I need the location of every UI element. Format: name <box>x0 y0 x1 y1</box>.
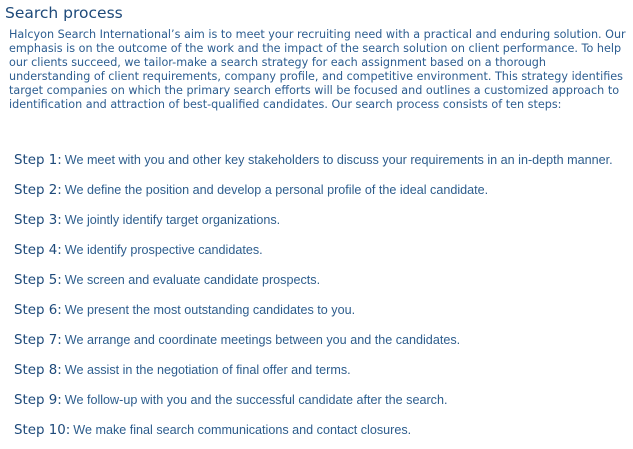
step-text: We arrange and coordinate meetings between you and the candidates. <box>64 333 461 347</box>
step-item-2 <box>14 179 613 209</box>
step-text: We identify prospective candidates. <box>64 243 263 257</box>
intro-paragraph: Halcyon Search International’s aim is to meet your recruiting need with a practical and enduring solution. Our emphasis is on the outcome of the work and the impact of the search solution on client performance. To help our clients succeed, we tailor-make a search strategy for each assignment based on a thorough understanding of client requirements, company profile, and competitive environment. This strategy identifies target companies on which the primary search efforts will be focused and outlines a customized approach to identification and attraction of best-qualified candidates. Our search process consists of ten steps: <box>9 28 626 111</box>
step-item-4 <box>14 239 613 269</box>
step-item-8 <box>14 359 613 389</box>
step-label: Step 9: <box>14 393 62 408</box>
step-text: We present the most outstanding candidates to you. <box>64 303 356 317</box>
step-text: We screen and evaluate candidate prospects. <box>64 273 321 287</box>
step-text: We meet with you and other key stakeholders to discuss your requirements in an in-depth manner. <box>64 153 613 167</box>
step-item-7 <box>14 329 613 359</box>
step-label: Step 10: <box>14 423 71 438</box>
step-item-9 <box>14 389 613 419</box>
step-text: We assist in the negotiation of final offer and terms. <box>64 363 351 377</box>
step-item-3 <box>14 209 613 239</box>
step-text: We follow-up with you and the successful candidate after the search. <box>64 393 448 407</box>
page-title: Search process <box>5 4 123 22</box>
step-label: Step 6: <box>14 303 62 318</box>
step-label: Step 8: <box>14 363 62 378</box>
step-label: Step 1: <box>14 153 62 168</box>
step-item-1 <box>14 149 613 179</box>
step-label: Step 3: <box>14 213 62 228</box>
step-item-10 <box>14 419 613 449</box>
step-text: We make final search communications and contact closures. <box>73 423 412 437</box>
step-text: We define the position and develop a personal profile of the ideal candidate. <box>64 183 489 197</box>
step-item-6 <box>14 299 613 329</box>
step-label: Step 2: <box>14 183 62 198</box>
step-label: Step 7: <box>14 333 62 348</box>
step-text: We jointly identify target organizations. <box>64 213 281 227</box>
step-label: Step 4: <box>14 243 62 258</box>
step-item-5 <box>14 269 613 299</box>
steps-list <box>14 149 613 449</box>
step-label: Step 5: <box>14 273 62 288</box>
